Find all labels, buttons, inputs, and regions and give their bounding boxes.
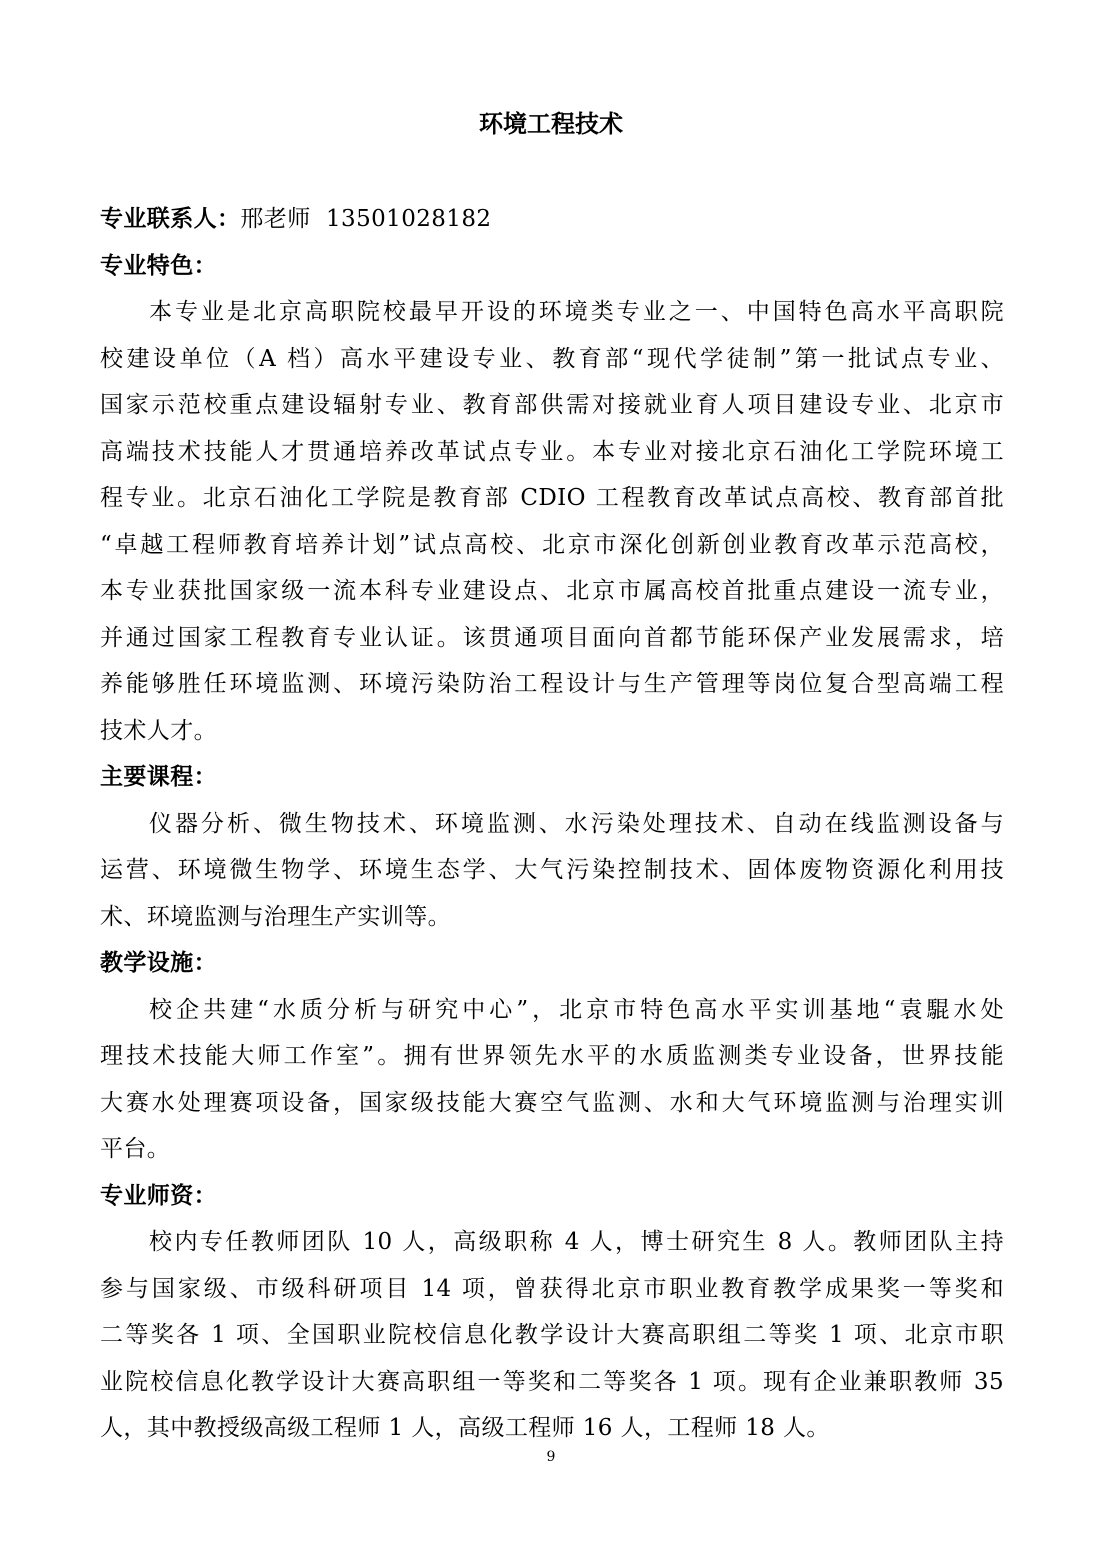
document-body — [100, 196, 1004, 1452]
section-heading: 专业师资： — [100, 1182, 217, 1209]
page-title: 环境工程技术 — [479, 110, 623, 138]
section-courses — [100, 754, 1004, 940]
contact-line — [100, 196, 1004, 243]
paragraph-line: 人，其中教授级高级工程师 1 人，高级工程师 16 人，工程师 18 人。 — [100, 1415, 830, 1441]
contact-value: 邢老师 13501028182 — [240, 206, 492, 232]
paragraph-line: 仪器分析、微生物技术、环境监测、水污染处理技术、自动在线监测设备与 — [149, 810, 1004, 837]
paragraph-line: 并通过国家工程教育专业认证。该贯通项目面向首都节能环保产业发展需求，培 — [100, 624, 1004, 651]
paragraph-line: 运营、环境微生物学、环境生态学、大气污染控制技术、固体废物资源化利用技 — [100, 857, 1004, 883]
paragraph-line: 校内专任教师团队 10 人，高级职称 4 人，博士研究生 8 人。教师团队主持 — [149, 1229, 1004, 1255]
section-facilities — [100, 940, 1004, 1173]
paragraph-line: 校企共建“水质分析与研究中心”，北京市特色高水平实训基地“袁騉水处 — [149, 996, 1004, 1023]
paragraph-line: 理技术技能大师工作室”。拥有世界领先水平的水质监测类专业设备，世界技能 — [100, 1043, 1004, 1069]
paragraph-line: 参与国家级、市级科研项目 14 项，曾获得北京市职业教育教学成果奖一等奖和 — [100, 1275, 1004, 1302]
contact-label: 专业联系人： — [100, 206, 241, 232]
section-heading: 主要课程： — [100, 764, 217, 790]
paragraph-line: 国家示范校重点建设辐射专业、教育部供需对接就业育人项目建设专业、北京市 — [100, 392, 1004, 418]
section-features — [100, 243, 1004, 755]
section-heading: 专业特色： — [100, 252, 217, 279]
paragraph-line: 本专业获批国家级一流本科专业建设点、北京市属高校首批重点建设一流专业， — [100, 578, 1004, 604]
paragraph-line: 平台。 — [100, 1136, 171, 1162]
paragraph-line: 高端技术技能人才贯通培养改革试点专业。本专业对接北京石油化工学院环境工 — [100, 438, 1004, 465]
section-faculty — [100, 1173, 1004, 1452]
paragraph-line: 校建设单位（A 档）高水平建设专业、教育部“现代学徒制”第一批试点专业、 — [100, 345, 1004, 372]
paragraph-line: 业院校信息化教学设计大赛高职组一等奖和二等奖各 1 项。现有企业兼职教师 35 — [100, 1368, 1004, 1395]
paragraph-line: 术、环境监测与治理生产实训等。 — [100, 903, 451, 930]
paragraph-line: 技术人才。 — [100, 717, 217, 744]
paragraph-line: 大赛水处理赛项设备，国家级技能大赛空气监测、水和大气环境监测与治理实训 — [100, 1089, 1004, 1116]
paragraph-line: 程专业。北京石油化工学院是教育部 CDIO 工程教育改革试点高校、教育部首批 — [100, 485, 1004, 511]
page-number: 9 — [546, 1449, 556, 1465]
section-heading: 教学设施： — [100, 950, 217, 976]
paragraph-line: 二等奖各 1 项、全国职业院校信息化教学设计大赛高职组二等奖 1 项、北京市职 — [100, 1322, 1004, 1348]
paragraph-line: 养能够胜任环境监测、环境污染防治工程设计与生产管理等岗位复合型高端工程 — [100, 671, 1004, 697]
paragraph-line: 本专业是北京高职院校最早开设的环境类专业之一、中国特色高水平高职院 — [149, 299, 1004, 325]
paragraph-line: “卓越工程师教育培养计划”试点高校、北京市深化创新创业教育改革示范高校， — [100, 531, 1004, 558]
